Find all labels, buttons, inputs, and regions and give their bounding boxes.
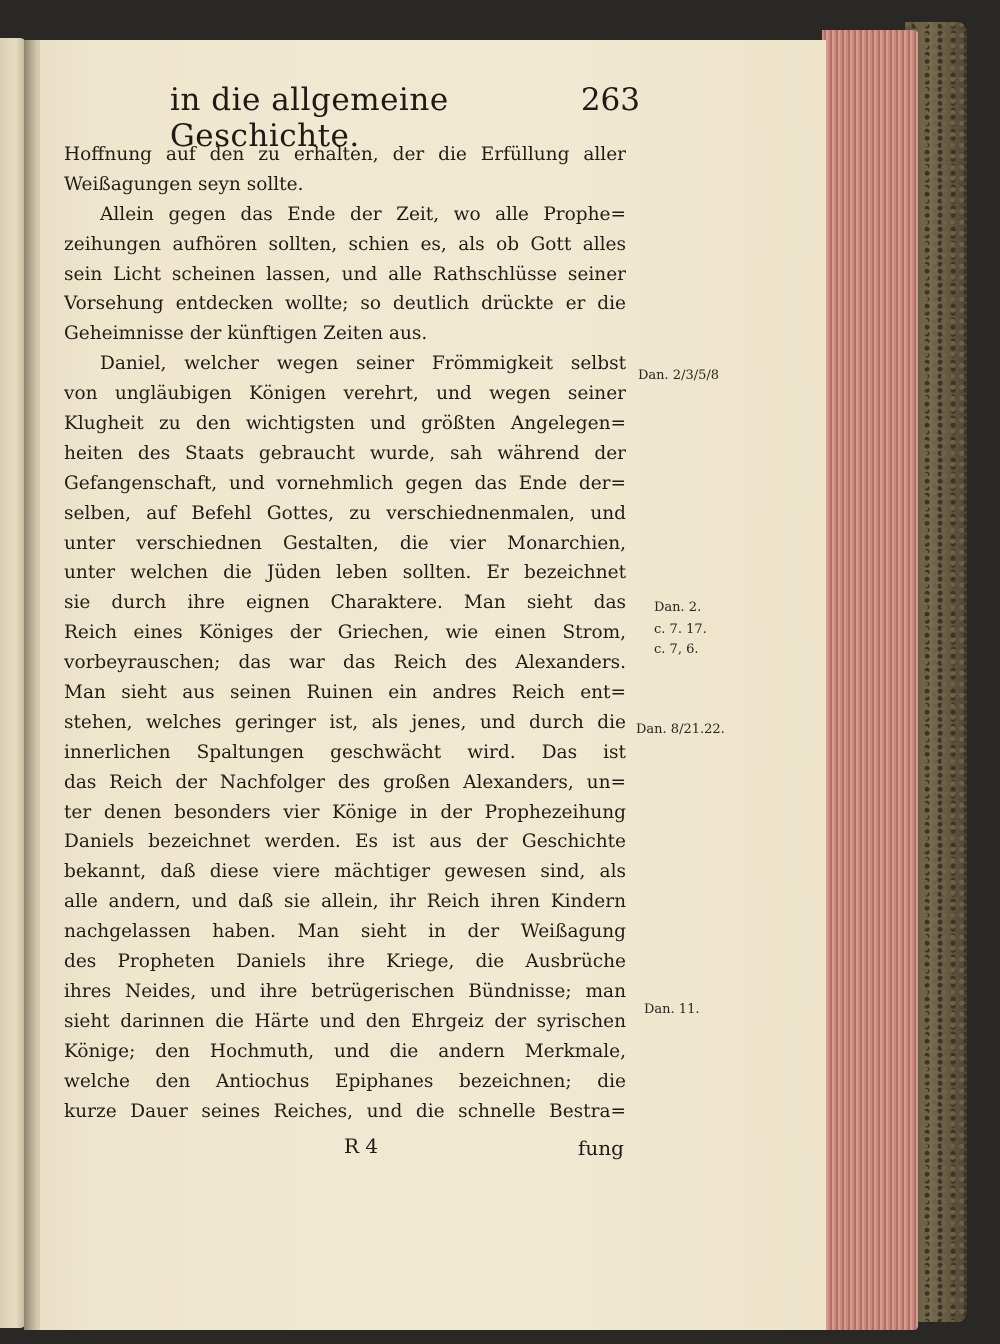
text-line: Könige; den Hochmuth, und die andern Merkmale, (64, 1040, 626, 1062)
text-line: Hoffnung auf den zu erhalten, der die Erfüllung aller (64, 144, 626, 165)
text-line: heiten des Staats gebraucht wurde, sah während der (64, 442, 626, 464)
text-line: das Reich der Nachfolger des großen Alexanders, un= (64, 771, 626, 793)
text-line: unter welchen die Jüden leben sollten. Er bezeichnet (64, 562, 626, 584)
text-line: unter verschiednen Gestalten, die vier Monarchien, (64, 532, 626, 554)
text-line: zeihungen aufhören sollten, schien es, als ob Gott alles (64, 233, 626, 255)
text-line: Gefangenschaft, und vornehmlich gegen das Ende der= (64, 472, 626, 494)
marginal-note: c. 7, 6. (654, 642, 699, 657)
text-line: stehen, welches geringer ist, als jenes, und durch die (64, 711, 626, 733)
text-line: bekannt, daß diese viere mächtiger gewesen sind, als (64, 861, 626, 883)
text-line: sein Licht scheinen lassen, und alle Rathschlüsse seiner (64, 263, 626, 285)
text-line: Klugheit zu den wichtigsten und größten Angelegen= (64, 413, 626, 435)
text-line: innerlichen Spaltungen geschwächt wird. Das ist (64, 741, 626, 763)
text-line: ihres Neides, und ihre betrügerischen Bündnisse; man (64, 980, 626, 1002)
text-line: ter denen besonders vier Könige in der Prophezeihung (64, 801, 626, 823)
text-line: alle andern, und daß sie allein, ihr Reich ihren Kindern (64, 891, 626, 913)
text-line: Weißagungen seyn sollte. (64, 173, 304, 195)
marginal-note: Dan. 2. (654, 600, 702, 615)
facing-page-edge (0, 38, 26, 1328)
text-line: Geheimnisse der künftigen Zeiten aus. (64, 323, 428, 345)
catchword: fung (578, 1136, 624, 1160)
marginal-note: Dan. 11. (644, 1002, 700, 1017)
text-line: des Propheten Daniels ihre Kriege, die Ausbrüche (64, 951, 626, 973)
text-line: Man sieht aus seinen Ruinen ein andres Reich ent= (64, 682, 626, 704)
text-line: selben, auf Befehl Gottes, zu verschiednenmalen, und (64, 502, 626, 524)
running-header (170, 82, 640, 154)
running-title: in die allgemeine Geschichte. (170, 82, 449, 154)
text-line: Allein gegen das Ende der Zeit, wo alle Prophe= (100, 203, 626, 225)
page-block-edge (822, 30, 918, 1330)
text-line: kurze Dauer seines Reiches, und die schnelle Bestra= (64, 1100, 626, 1122)
marginal-note: c. 7. 17. (654, 622, 707, 637)
text-line: Daniel, welcher wegen seiner Frömmigkeit selbst (100, 353, 626, 375)
text-line: sieht darinnen die Härte und den Ehrgeiz der syrischen (64, 1010, 626, 1032)
text-line: vorbeyrauschen; das war das Reich des Alexanders. (64, 652, 626, 674)
text-line: welche den Antiochus Epiphanes bezeichnen; die (64, 1070, 626, 1092)
marginal-note: Dan. 2/3/5/8 (638, 368, 720, 383)
text-line: Daniels bezeichnet werden. Es ist aus der Geschichte (64, 831, 626, 853)
text-line: Reich eines Königes der Griechen, wie einen Strom, (64, 622, 626, 644)
signature-mark: R 4 (344, 1134, 379, 1158)
marginal-note: Dan. 8/21.22. (636, 722, 725, 737)
text-line: Vorsehung entdecken wollte; so deutlich drückte er die (64, 293, 626, 315)
text-line: nachgelassen haben. Man sieht in der Weißagung (64, 921, 626, 943)
text-line: von ungläubigen Königen verehrt, und wegen seiner (64, 383, 626, 405)
body-text (64, 140, 626, 1126)
text-line: sie durch ihre eignen Charaktere. Man sieht das (64, 592, 626, 614)
page-number: 263 (580, 82, 640, 118)
